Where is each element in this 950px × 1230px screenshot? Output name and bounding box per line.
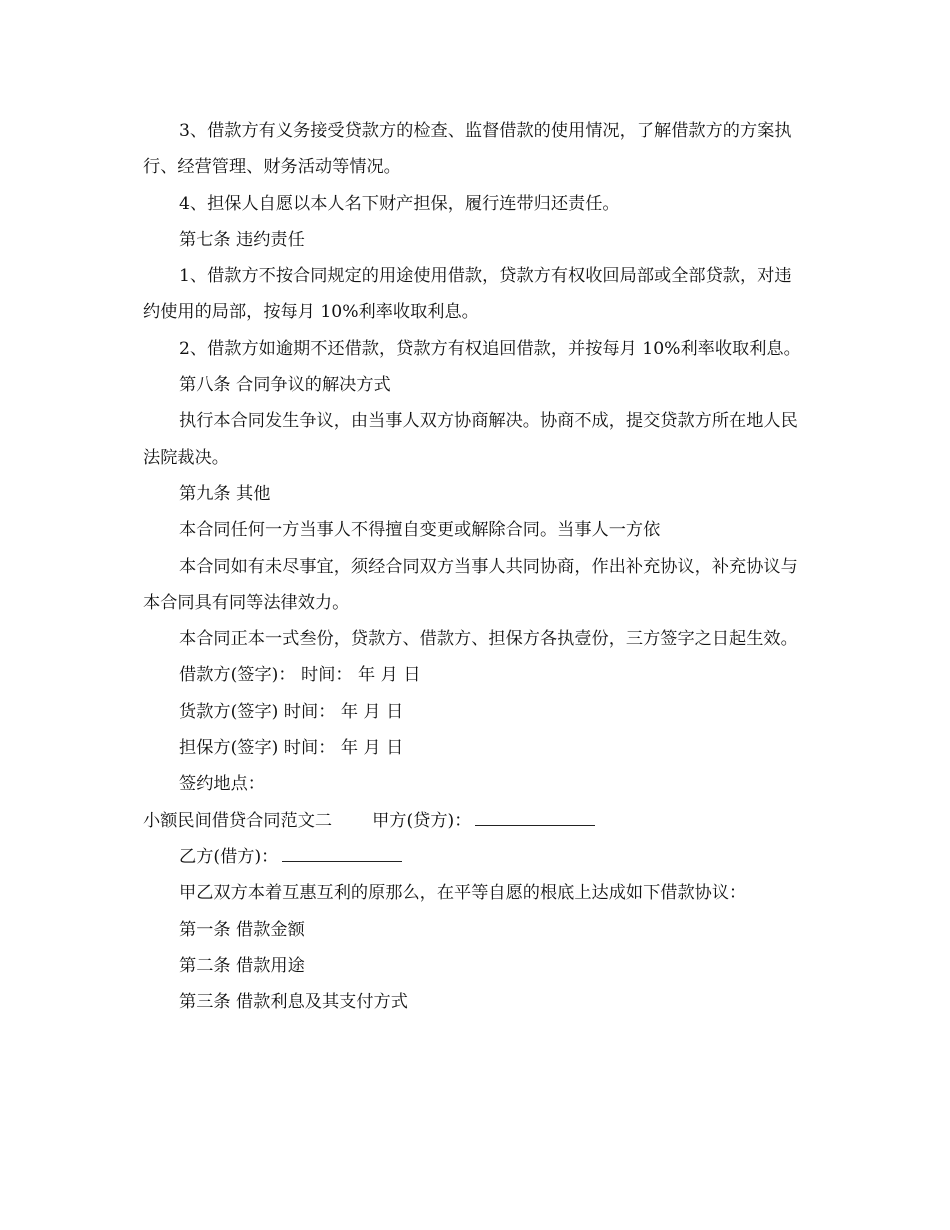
section-heading: 第一条 借款金额 [179,919,305,940]
clause-paragraph: 1、借款方不按合同规定的用途使用借款，贷款方有权收回局部或全部贷款，对违约使用的局部，按每月 10%利率收取利息。 [143,266,792,323]
section-heading: 第二条 借款用途 [179,955,305,976]
clause-paragraph: 本合同如有未尽事宜，须经合同双方当事人共同协商，作出补充协议，补充协议与本合同具有同等法律效力。 [143,556,798,613]
clause-paragraph: 4、担保人自愿以本人名下财产担保，履行连带归还责任。 [179,193,620,214]
party-a-blank [475,811,595,826]
section-heading: 第七条 违约责任 [179,229,305,250]
section-heading: 第三条 借款利息及其支付方式 [179,992,408,1013]
party-b-row [143,839,808,875]
clause-paragraph: 2、借款方如逾期不还借款，贷款方有权追回借款，并按每月 10%利率收取利息。 [179,338,801,359]
signature-lender: 货款方(签字) 时间： 年 月 日 [179,701,404,722]
signature-guarantor: 担保方(签字) 时间： 年 月 日 [179,738,404,759]
section-heading: 第八条 合同争议的解决方式 [179,375,391,396]
agreement-intro: 甲乙双方本着互惠互利的原那么，在平等自愿的根底上达成如下借款协议： [179,883,747,904]
section-heading: 第九条 其他 [179,483,271,504]
signature-borrower: 借款方(签字)： 时间： 年 月 日 [179,665,421,686]
clause-paragraph: 本合同正本一式叁份，贷款方、借款方、担保方各执壹份，三方签字之日起生效。 [179,629,798,650]
signing-place: 签约地点： [179,774,265,795]
party-a-label: 甲方(贷方)： [372,810,472,831]
second-contract-header [143,803,808,839]
party-b-label: 乙方(借方)： [179,846,279,867]
second-contract-title: 小额民间借贷合同范文二 [143,810,333,831]
document-body [143,113,808,1020]
clause-paragraph: 执行本合同发生争议，由当事人双方协商解决。协商不成，提交贷款方所在地人民法院裁决。 [143,411,798,468]
clause-paragraph: 本合同任何一方当事人不得擅自变更或解除合同。当事人一方依 [179,520,661,541]
clause-paragraph: 3、借款方有义务接受贷款方的检查、监督借款的使用情况，了解借款方的方案执行、经营管理、财务活动等情况。 [143,121,792,178]
party-b-blank [282,847,402,862]
